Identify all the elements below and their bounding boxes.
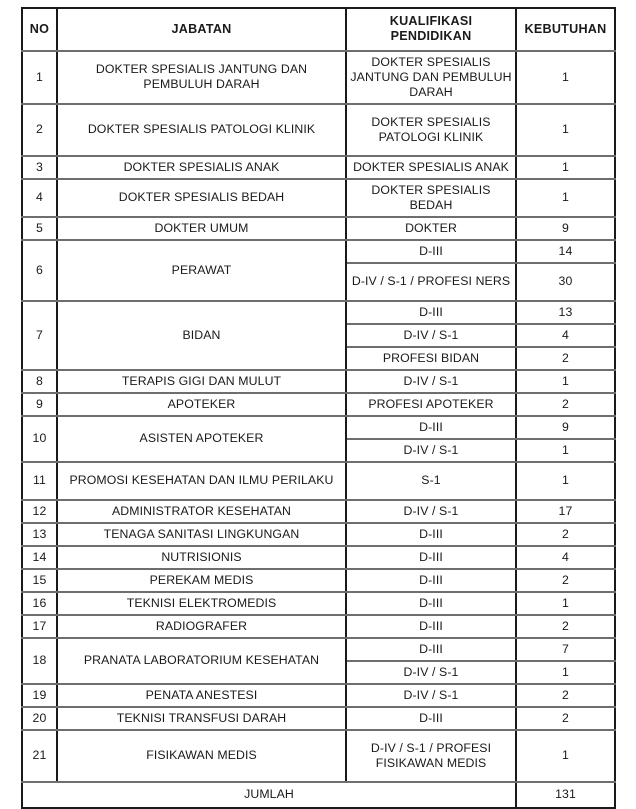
cell-jabatan: TERAPIS GIGI DAN MULUT bbox=[57, 370, 346, 393]
cell-kualifikasi-pendidikan: D-IV / S-1 / PROFESI FISIKAWAN MEDIS bbox=[346, 730, 516, 782]
cell-no: 17 bbox=[22, 615, 57, 638]
table-row bbox=[22, 546, 615, 569]
total-value: 131 bbox=[516, 782, 615, 808]
cell-kebutuhan: 9 bbox=[516, 217, 615, 240]
cell-no: 11 bbox=[22, 462, 57, 500]
cell-jabatan: PROMOSI KESEHATAN DAN ILMU PERILAKU bbox=[57, 462, 346, 500]
table-row bbox=[22, 684, 615, 707]
cell-kebutuhan: 1 bbox=[516, 462, 615, 500]
cell-kualifikasi-pendidikan: D-III bbox=[346, 416, 516, 439]
cell-no: 13 bbox=[22, 523, 57, 546]
cell-no: 16 bbox=[22, 592, 57, 615]
cell-kualifikasi-pendidikan: D-III bbox=[346, 523, 516, 546]
cell-kebutuhan: 1 bbox=[516, 439, 615, 462]
cell-kualifikasi-pendidikan: D-IV / S-1 bbox=[346, 324, 516, 347]
table-row bbox=[22, 592, 615, 615]
cell-kebutuhan: 1 bbox=[516, 156, 615, 179]
cell-jabatan: ASISTEN APOTEKER bbox=[57, 416, 346, 462]
cell-no: 20 bbox=[22, 707, 57, 730]
cell-no: 4 bbox=[22, 179, 57, 217]
column-header-kualifikasi-line2: PENDIDIKAN bbox=[390, 29, 472, 44]
cell-kualifikasi-pendidikan: D-III bbox=[346, 638, 516, 661]
cell-kebutuhan: 7 bbox=[516, 638, 615, 661]
cell-kebutuhan: 4 bbox=[516, 324, 615, 347]
cell-kualifikasi-pendidikan: D-IV / S-1 bbox=[346, 661, 516, 684]
cell-no: 9 bbox=[22, 393, 57, 416]
cell-jabatan: RADIOGRAFER bbox=[57, 615, 346, 638]
cell-jabatan: FISIKAWAN MEDIS bbox=[57, 730, 346, 782]
cell-kualifikasi-pendidikan: D-III bbox=[346, 592, 516, 615]
cell-kualifikasi-pendidikan: D-IV / S-1 bbox=[346, 439, 516, 462]
cell-kualifikasi-pendidikan: D-IV / S-1 bbox=[346, 370, 516, 393]
cell-kebutuhan: 4 bbox=[516, 546, 615, 569]
cell-kebutuhan: 30 bbox=[516, 263, 615, 301]
cell-kebutuhan: 1 bbox=[516, 179, 615, 217]
cell-kebutuhan: 1 bbox=[516, 661, 615, 684]
table-row bbox=[22, 707, 615, 730]
cell-jabatan: TENAGA SANITASI LINGKUNGAN bbox=[57, 523, 346, 546]
total-label: JUMLAH bbox=[22, 782, 516, 808]
cell-kualifikasi-pendidikan: PROFESI BIDAN bbox=[346, 347, 516, 370]
cell-kualifikasi-pendidikan: DOKTER SPESIALIS ANAK bbox=[346, 156, 516, 179]
cell-no: 1 bbox=[22, 51, 57, 104]
header-row bbox=[22, 8, 615, 51]
cell-kebutuhan: 13 bbox=[516, 301, 615, 324]
cell-jabatan: DOKTER UMUM bbox=[57, 217, 346, 240]
cell-kebutuhan: 1 bbox=[516, 51, 615, 104]
cell-jabatan: PEREKAM MEDIS bbox=[57, 569, 346, 592]
cell-jabatan: NUTRISIONIS bbox=[57, 546, 346, 569]
cell-kebutuhan: 2 bbox=[516, 707, 615, 730]
cell-no: 5 bbox=[22, 217, 57, 240]
cell-kebutuhan: 1 bbox=[516, 592, 615, 615]
table-row bbox=[22, 416, 615, 439]
table-row bbox=[22, 462, 615, 500]
cell-kebutuhan: 2 bbox=[516, 569, 615, 592]
cell-no: 15 bbox=[22, 569, 57, 592]
cell-jabatan: BIDAN bbox=[57, 301, 346, 370]
cell-kualifikasi-pendidikan: S-1 bbox=[346, 462, 516, 500]
cell-kebutuhan: 2 bbox=[516, 684, 615, 707]
table-row bbox=[22, 638, 615, 661]
cell-kebutuhan: 1 bbox=[516, 370, 615, 393]
cell-no: 7 bbox=[22, 301, 57, 370]
cell-kebutuhan: 2 bbox=[516, 393, 615, 416]
cell-no: 12 bbox=[22, 500, 57, 523]
cell-kebutuhan: 17 bbox=[516, 500, 615, 523]
cell-kualifikasi-pendidikan: D-IV / S-1 bbox=[346, 684, 516, 707]
cell-kualifikasi-pendidikan: D-III bbox=[346, 240, 516, 263]
cell-jabatan: PENATA ANESTESI bbox=[57, 684, 346, 707]
cell-jabatan: APOTEKER bbox=[57, 393, 346, 416]
cell-kualifikasi-pendidikan: D-IV / S-1 / PROFESI NERS bbox=[346, 263, 516, 301]
table-row bbox=[22, 51, 615, 104]
table-row bbox=[22, 217, 615, 240]
cell-no: 14 bbox=[22, 546, 57, 569]
cell-kebutuhan: 2 bbox=[516, 615, 615, 638]
column-header-kualifikasi-line1: KUALIFIKASI bbox=[389, 14, 473, 28]
table-row bbox=[22, 104, 615, 156]
table-row bbox=[22, 523, 615, 546]
cell-no: 3 bbox=[22, 156, 57, 179]
cell-no: 21 bbox=[22, 730, 57, 782]
column-header-kualifikasi-pendidikan bbox=[346, 8, 516, 51]
cell-jabatan: TEKNISI TRANSFUSI DARAH bbox=[57, 707, 346, 730]
cell-kualifikasi-pendidikan: D-III bbox=[346, 546, 516, 569]
table-header bbox=[22, 8, 615, 51]
cell-kualifikasi-pendidikan: D-III bbox=[346, 301, 516, 324]
table-total-row bbox=[22, 782, 615, 808]
cell-jabatan: TEKNISI ELEKTROMEDIS bbox=[57, 592, 346, 615]
cell-no: 19 bbox=[22, 684, 57, 707]
column-header-jabatan: JABATAN bbox=[57, 8, 346, 51]
cell-jabatan: DOKTER SPESIALIS JANTUNG DAN PEMBULUH DARAH bbox=[57, 51, 346, 104]
cell-kualifikasi-pendidikan: DOKTER SPESIALIS PATOLOGI KLINIK bbox=[346, 104, 516, 156]
table-row bbox=[22, 240, 615, 263]
cell-kebutuhan: 9 bbox=[516, 416, 615, 439]
table-row bbox=[22, 179, 615, 217]
table-row bbox=[22, 615, 615, 638]
cell-no: 2 bbox=[22, 104, 57, 156]
table-row bbox=[22, 500, 615, 523]
table-row bbox=[22, 569, 615, 592]
cell-kualifikasi-pendidikan: DOKTER SPESIALIS BEDAH bbox=[346, 179, 516, 217]
cell-jabatan: DOKTER SPESIALIS PATOLOGI KLINIK bbox=[57, 104, 346, 156]
cell-kebutuhan: 14 bbox=[516, 240, 615, 263]
table-row bbox=[22, 156, 615, 179]
column-header-no: NO bbox=[22, 8, 57, 51]
cell-kualifikasi-pendidikan: D-III bbox=[346, 569, 516, 592]
cell-kebutuhan: 2 bbox=[516, 347, 615, 370]
cell-no: 18 bbox=[22, 638, 57, 684]
cell-kebutuhan: 2 bbox=[516, 523, 615, 546]
cell-kebutuhan: 1 bbox=[516, 730, 615, 782]
cell-kualifikasi-pendidikan: PROFESI APOTEKER bbox=[346, 393, 516, 416]
cell-jabatan: DOKTER SPESIALIS ANAK bbox=[57, 156, 346, 179]
column-header-kebutuhan: KEBUTUHAN bbox=[516, 8, 615, 51]
table-row bbox=[22, 370, 615, 393]
cell-no: 8 bbox=[22, 370, 57, 393]
cell-kebutuhan: 1 bbox=[516, 104, 615, 156]
cell-jabatan: ADMINISTRATOR KESEHATAN bbox=[57, 500, 346, 523]
cell-jabatan: PRANATA LABORATORIUM KESEHATAN bbox=[57, 638, 346, 684]
cell-kualifikasi-pendidikan: D-IV / S-1 bbox=[346, 500, 516, 523]
kebutuhan-formasi-table bbox=[21, 7, 616, 809]
cell-no: 6 bbox=[22, 240, 57, 301]
table-row bbox=[22, 301, 615, 324]
cell-jabatan: DOKTER SPESIALIS BEDAH bbox=[57, 179, 346, 217]
kebutuhan-formasi-table-container bbox=[21, 7, 614, 809]
cell-kualifikasi-pendidikan: DOKTER bbox=[346, 217, 516, 240]
table-body bbox=[22, 51, 615, 808]
cell-kualifikasi-pendidikan: D-III bbox=[346, 707, 516, 730]
cell-kualifikasi-pendidikan: D-III bbox=[346, 615, 516, 638]
cell-kualifikasi-pendidikan: DOKTER SPESIALIS JANTUNG DAN PEMBULUH DARAH bbox=[346, 51, 516, 104]
table-row bbox=[22, 393, 615, 416]
cell-jabatan: PERAWAT bbox=[57, 240, 346, 301]
cell-no: 10 bbox=[22, 416, 57, 462]
